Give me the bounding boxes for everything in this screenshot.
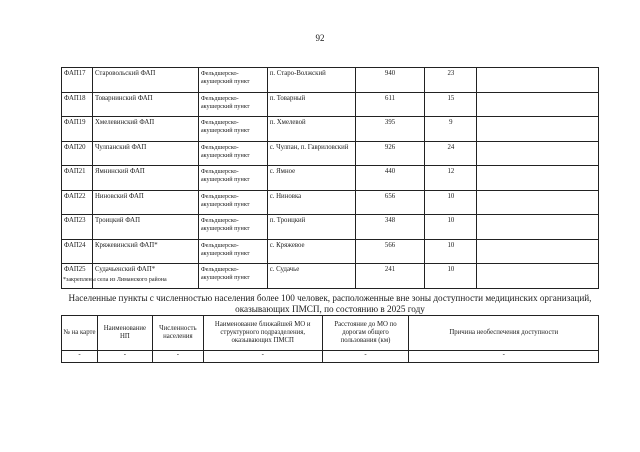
fap-name: Судачьенский ФАП* [92, 264, 198, 289]
table-row [62, 117, 599, 142]
table-cell: - [152, 351, 203, 363]
header-nearest-mo: Наименование ближайшей МО и структурного подразделения, оказывающих ПМСП [203, 316, 322, 351]
table-row [62, 166, 599, 191]
fap-name: Троицкий ФАП [92, 215, 198, 240]
fap-type: Фельдшерско-акушерский пункт [198, 68, 267, 93]
empty-cell [477, 215, 599, 240]
fap-count: 23 [425, 68, 477, 93]
table-row [62, 239, 599, 264]
empty-cell [477, 264, 599, 289]
fap-location: с. Судачье [267, 264, 355, 289]
fap-location: п. Троицкий [267, 215, 355, 240]
fap-count: 10 [425, 264, 477, 289]
fap-name: Чулпанский ФАП [92, 141, 198, 166]
fap-location: п. Хмелевой [267, 117, 355, 142]
fap-location: с. Ниновка [267, 190, 355, 215]
table-cell: - [322, 351, 409, 363]
fap-count: 12 [425, 166, 477, 191]
header-reason: Причина необеспечения доступности [409, 316, 599, 351]
fap-name: Кряжевинский ФАП* [92, 239, 198, 264]
fap-table [61, 67, 599, 289]
fap-type: Фельдшерско-акушерский пункт [198, 117, 267, 142]
header-settlement-name: Наименование НП [97, 316, 152, 351]
fap-population: 940 [355, 68, 425, 93]
fap-type: Фельдшерско-акушерский пункт [198, 215, 267, 240]
fap-count: 9 [425, 117, 477, 142]
fap-location: п. Товарный [267, 92, 355, 117]
access-table [61, 315, 599, 363]
empty-cell [477, 190, 599, 215]
fap-code: ФАП22 [62, 190, 93, 215]
fap-count: 24 [425, 141, 477, 166]
table-cell: - [409, 351, 599, 363]
fap-type: Фельдшерско-акушерский пункт [198, 239, 267, 264]
fap-type: Фельдшерско-акушерский пункт [198, 92, 267, 117]
table-row [62, 351, 599, 363]
table-row [62, 264, 599, 289]
empty-cell [477, 239, 599, 264]
fap-name: Ниновский ФАП [92, 190, 198, 215]
fap-type: Фельдшерско-акушерский пункт [198, 190, 267, 215]
fap-name: Хмелевинский ФАП [92, 117, 198, 142]
fap-population: 566 [355, 239, 425, 264]
fap-code: ФАП17 [62, 68, 93, 93]
fap-code: ФАП23 [62, 215, 93, 240]
fap-count: 10 [425, 239, 477, 264]
fap-count: 10 [425, 215, 477, 240]
empty-cell [477, 92, 599, 117]
header-population: Численность населения [152, 316, 203, 351]
table-row [62, 68, 599, 93]
fap-population: 656 [355, 190, 425, 215]
fap-population: 440 [355, 166, 425, 191]
fap-population: 395 [355, 117, 425, 142]
fap-type: Фельдшерско-акушерский пункт [198, 264, 267, 289]
fap-code: ФАП25 [62, 264, 93, 289]
fap-type: Фельдшерско-акушерский пункт [198, 166, 267, 191]
table-row [62, 141, 599, 166]
table-row [62, 215, 599, 240]
header-map-number: № на карте [62, 316, 98, 351]
fap-population: 926 [355, 141, 425, 166]
table-cell: - [97, 351, 152, 363]
fap-table-body [62, 68, 599, 289]
table-row [62, 92, 599, 117]
fap-count: 15 [425, 92, 477, 117]
fap-population: 611 [355, 92, 425, 117]
section-heading: Населенные пункты с численностью населения более 100 человек, расположенные вне зоны доступности медицинских организаций, оказывающих ПМСП, по состоянию в 2025 году [68, 293, 592, 314]
fap-population: 348 [355, 215, 425, 240]
fap-location: с. Чулпан, п. Гавриловский [267, 141, 355, 166]
fap-location: с. Кряжевое [267, 239, 355, 264]
empty-cell [477, 68, 599, 93]
fap-population: 241 [355, 264, 425, 289]
table-cell: - [62, 351, 98, 363]
fap-name: Ямнинский ФАП [92, 166, 198, 191]
fap-code: ФАП21 [62, 166, 93, 191]
table-cell: - [203, 351, 322, 363]
fap-code: ФАП19 [62, 117, 93, 142]
fap-code: ФАП24 [62, 239, 93, 264]
fap-name: Товарнинский ФАП [92, 92, 198, 117]
page-number: 92 [315, 33, 325, 43]
table-row [62, 190, 599, 215]
empty-cell [477, 166, 599, 191]
fap-name: Старовольский ФАП [92, 68, 198, 93]
fap-count: 10 [425, 190, 477, 215]
footnote: *закреплены села из Лиманского района [63, 277, 167, 283]
empty-cell [477, 141, 599, 166]
fap-code: ФАП18 [62, 92, 93, 117]
empty-cell [477, 117, 599, 142]
fap-location: п. Старо-Волжский [267, 68, 355, 93]
header-distance: Расстояние до МО по дорогам общего пользования (км) [322, 316, 409, 351]
fap-type: Фельдшерско-акушерский пункт [198, 141, 267, 166]
fap-location: с. Ямное [267, 166, 355, 191]
fap-code: ФАП20 [62, 141, 93, 166]
